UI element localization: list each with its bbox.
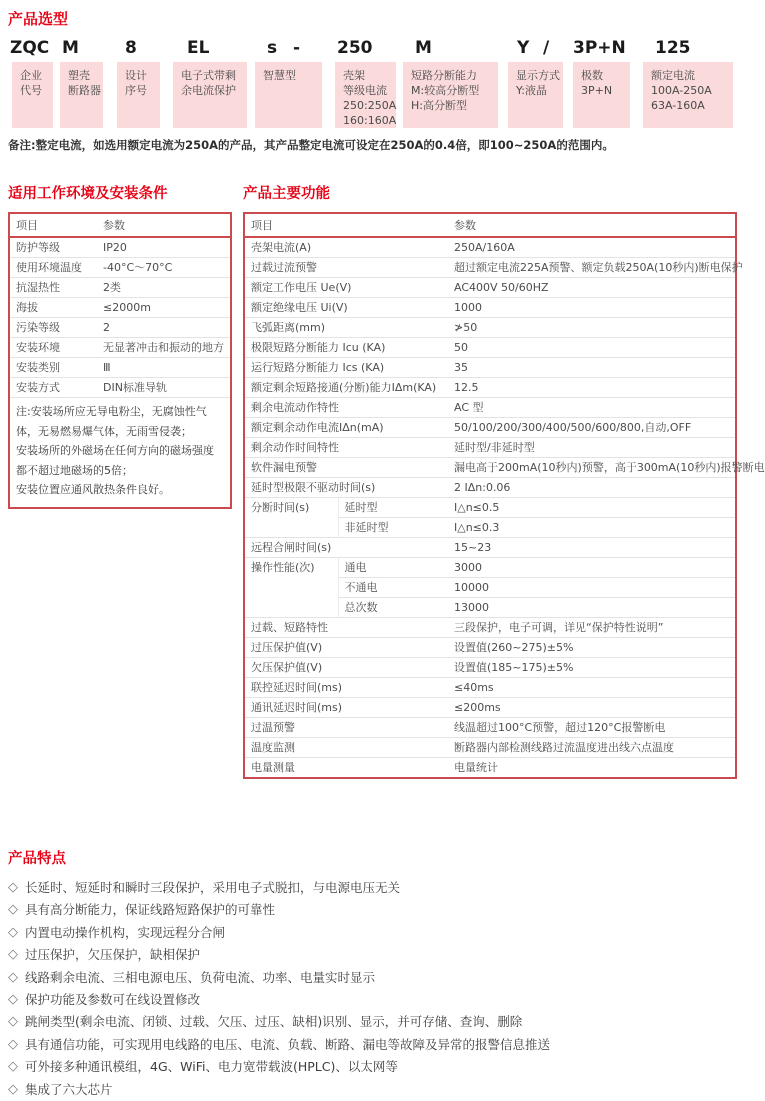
code-legend-line: 企业 [20,69,42,82]
item-label: 安装环境 [9,338,97,358]
item-value: 50 [448,338,736,358]
code-legend-line: Y:液晶 [516,84,547,97]
item-value: I△n≤0.5 [448,498,736,518]
selection-section-title: 产品选型 [8,10,69,28]
item-sublabel: 不通电 [338,578,448,598]
item-value: 设置值(185~175)±5% [448,658,736,678]
table-row [9,318,231,338]
item-sublabel: 非延时型 [338,518,448,538]
product-code-segment: s [267,38,278,58]
item-label: 额定剩余短路接通(分断)能力IΔm(KA) [244,378,448,398]
code-legend-line: 断路器 [68,84,101,97]
item-value: 50/100/200/300/400/500/600/800,自动,OFF [448,418,736,438]
item-label: 使用环境温度 [9,258,97,278]
code-legend-box [643,62,733,128]
code-legend-line: 电子式带剩 [181,69,236,82]
item-value: 线温超过100°C预警，超过120°C报警断电 [448,718,736,738]
code-legend-box [335,62,396,128]
environment-note-row [9,398,231,508]
item-value: 延时型/非延时型 [448,438,736,458]
item-label: 软件漏电预警 [244,458,448,478]
item-value: AC 型 [448,398,736,418]
diamond-bullet-icon: ◇ [8,992,18,1008]
feature-item [8,1011,744,1033]
column-header: 项目 [9,213,97,237]
table-row [244,378,736,398]
item-label: 剩余动作时间特性 [244,438,448,458]
item-label: 极限短路分断能力 Icu (KA) [244,338,448,358]
item-sublabel: 总次数 [338,598,448,618]
item-value: 漏电高于200mA(10秒内)预警，高于300mA(10秒内)报警断电 [448,458,736,478]
table-row [9,338,231,358]
table-row [244,438,736,458]
item-value: 三段保护，电子可调，详见“保护特性说明” [448,618,736,638]
code-legend-line: 壳架 [343,69,365,82]
diamond-bullet-icon: ◇ [8,902,18,918]
item-value: 2类 [97,278,231,298]
code-legend-line: 代号 [20,84,42,97]
feature-text: 集成了六大芯片 [25,1081,113,1097]
functions-table [243,212,765,779]
feature-item [8,922,744,944]
code-legend-line: 短路分断能力 [411,69,477,82]
item-label: 防护等级 [9,237,97,258]
note-line: 安装场所的外磁场在任何方向的磁场强度都不超过地磁场的5倍； [16,444,214,477]
item-value: I△n≤0.3 [448,518,736,538]
item-value: 超过额定电流225A预警、额定负载250A(10秒内)断电保护 [448,258,736,278]
code-legend-line: 余电流保护 [181,84,236,97]
table-row [244,237,736,258]
item-label: 飞弧距离(mm) [244,318,448,338]
item-label: 分断时间(s) [244,498,338,538]
code-legend-line: 显示方式 [516,69,560,82]
item-label: 额定绝缘电压 Ui(V) [244,298,448,318]
code-legend-box [117,62,160,128]
table-row [244,678,736,698]
code-legend-line: 塑壳 [68,69,90,82]
functions-section-title: 产品主要功能 [243,186,330,202]
table-row [9,278,231,298]
item-label: 过载、短路特性 [244,618,448,638]
environment-section-title: 适用工作环境及安装条件 [8,186,168,202]
feature-text: 内置电动操作机构，实现远程分合闸 [25,924,226,940]
code-legend-line: 3P+N [581,84,613,97]
feature-list [8,877,744,1101]
environment-header-row [9,213,231,237]
product-code-segment: 125 [655,38,691,58]
table-row [244,558,736,578]
item-value: 15~23 [448,538,736,558]
item-value: 2 [97,318,231,338]
item-value: 13000 [448,598,736,618]
diamond-bullet-icon: ◇ [8,1014,18,1030]
item-sublabel: 通电 [338,558,448,578]
table-row [244,318,736,338]
code-legend-box [403,62,498,128]
product-code-segment: M [415,38,432,58]
code-legend-line: 63A-160A [651,99,705,112]
item-label: 运行短路分断能力 Ics (KA) [244,358,448,378]
item-value: IP20 [97,237,231,258]
code-legend-box [573,62,630,128]
code-legend-line: 智慧型 [263,69,296,82]
product-code-segment: EL [187,38,210,58]
item-value: 电量统计 [448,758,736,779]
code-legend-box [173,62,247,128]
feature-item [8,899,744,921]
item-value: Ⅲ [97,358,231,378]
feature-text: 跳闸类型(剩余电流、闭锁、过载、欠压、过压、缺相)识别、显示，并可存储、查询、删除 [25,1014,523,1030]
code-legend-line: H:高分断型 [411,99,467,112]
diamond-bullet-icon: ◇ [8,1036,18,1052]
table-row [244,398,736,418]
features-section [8,851,744,1101]
item-label: 额定剩余动作电流IΔn(mA) [244,418,448,438]
feature-text: 可外接多种通讯模组，4G、WiFi、电力宽带载波(HPLC)、以太网等 [25,1059,398,1075]
code-legend-line: 序号 [125,84,147,97]
column-header: 参数 [97,213,231,237]
table-row [244,358,736,378]
item-label: 延时型极限不驱动时间(s) [244,478,448,498]
item-value: 3000 [448,558,736,578]
environment-section [8,186,232,509]
code-legend-box [508,62,563,128]
item-label: 安装类别 [9,358,97,378]
item-label: 欠压保护值(V) [244,658,448,678]
table-row [244,258,736,278]
item-label: 操作性能(次) [244,558,338,618]
environment-note [9,398,231,508]
diamond-bullet-icon: ◇ [8,969,18,985]
item-value: AC400V 50/60HZ [448,278,736,298]
item-value: ≤200ms [448,698,736,718]
item-value: DIN标准导轨 [97,378,231,398]
table-row [244,758,736,779]
feature-item [8,989,744,1011]
table-row [9,378,231,398]
column-header: 参数 [448,213,736,237]
table-row [9,358,231,378]
item-label: 过温预警 [244,718,448,738]
item-value: ≤2000m [97,298,231,318]
item-label: 通讯延迟时间(ms) [244,698,448,718]
table-row [244,478,736,498]
note-line: 安装位置应通风散热条件良好。 [16,483,170,496]
diamond-bullet-icon: ◇ [8,924,18,940]
item-label: 剩余电流动作特性 [244,398,448,418]
code-legend-box [255,62,322,128]
item-value: 1000 [448,298,736,318]
table-row [244,538,736,558]
item-value: ≯50 [448,318,736,338]
item-value: 2 IΔn:0.06 [448,478,736,498]
features-section-title: 产品特点 [8,851,66,867]
table-row [244,718,736,738]
functions-header-row [244,213,736,237]
item-label: 壳架电流(A) [244,237,448,258]
environment-table [8,212,232,509]
item-label: 安装方式 [9,378,97,398]
item-label: 过载过流预警 [244,258,448,278]
item-value: -40°C～70°C [97,258,231,278]
product-code-segment: 250 [337,38,373,58]
table-row [244,698,736,718]
column-header: 项目 [244,213,448,237]
code-legend-line: M:较高分断型 [411,84,480,97]
note-line: 注:安装场所应无导电粉尘，无腐蚀性气体，无易燃易爆气体，无雨雪侵袭； [16,405,207,438]
feature-item [8,877,744,899]
product-code-segment: 8 [125,38,137,58]
diamond-bullet-icon: ◇ [8,1059,18,1075]
table-row [244,418,736,438]
selection-remark: 备注:整定电流，如选用额定电流为250A的产品，其产品整定电流可设定在250A的0.4倍，即100~250A的范围内。 [8,138,614,152]
item-label: 过压保护值(V) [244,638,448,658]
product-code-segment: 3P+N [573,38,626,58]
table-row [244,278,736,298]
table-row [244,658,736,678]
item-value: 断路器内部检测线路过流温度进出线六点温度 [448,738,736,758]
table-row [244,498,736,518]
code-legend-line: 100A-250A [651,84,712,97]
diamond-bullet-icon: ◇ [8,1081,18,1097]
feature-item [8,1034,744,1056]
product-code-separator: / [543,38,550,58]
table-row [244,458,736,478]
product-code-segment: M [62,38,79,58]
table-row [9,237,231,258]
feature-text: 保护功能及参数可在线设置修改 [25,992,201,1008]
item-label: 海拔 [9,298,97,318]
table-row [244,738,736,758]
item-value: 10000 [448,578,736,598]
item-label: 额定工作电压 Ue(V) [244,278,448,298]
item-label: 联控延迟时间(ms) [244,678,448,698]
feature-text: 长延时、短延时和瞬时三段保护，采用电子式脱扣，与电源电压无关 [25,880,401,895]
feature-item [8,1056,744,1078]
feature-text: 过压保护，欠压保护，缺相保护 [25,947,201,963]
code-legend-row [0,62,750,128]
table-row [244,338,736,358]
diamond-bullet-icon: ◇ [8,947,18,963]
item-label: 污染等级 [9,318,97,338]
product-code-segment: ZQC [10,38,50,58]
feature-item [8,1079,744,1101]
item-value: 无显著冲击和振动的地方 [97,338,231,358]
code-legend-line: 等级电流 [343,84,387,97]
item-value: 设置值(260~275)±5% [448,638,736,658]
item-value: ≤40ms [448,678,736,698]
product-code-separator: - [293,38,301,58]
item-sublabel: 延时型 [338,498,448,518]
code-legend-line: 额定电流 [651,69,695,82]
feature-item [8,967,744,989]
feature-text: 线路剩余电流、三相电源电压、负荷电流、功率、电量实时显示 [25,969,376,985]
code-legend-box [12,62,53,128]
code-legend-line: 250:250A [343,99,397,112]
item-label: 远程合闸时间(s) [244,538,448,558]
code-legend-line: 160:160A [343,114,397,127]
item-value: 35 [448,358,736,378]
table-row [9,298,231,318]
table-row [244,298,736,318]
table-row [244,618,736,638]
feature-item [8,944,744,966]
item-label: 电量测量 [244,758,448,779]
feature-text: 具有通信功能，可实现用电线路的电压、电流、负载、断路、漏电等故障及异常的报警信息推送 [25,1036,551,1052]
feature-text: 具有高分断能力，保证线路短路保护的可靠性 [25,902,276,918]
code-legend-line: 极数 [581,69,603,82]
table-row [244,638,736,658]
table-row [9,258,231,278]
code-legend-line: 设计 [125,69,147,82]
code-legend-box [60,62,103,128]
item-value: 12.5 [448,378,736,398]
diamond-bullet-icon: ◇ [8,880,18,895]
product-code-row [0,38,750,58]
functions-section [243,186,765,779]
item-value: 250A/160A [448,237,736,258]
item-label: 抗湿热性 [9,278,97,298]
item-label: 温度监测 [244,738,448,758]
product-code-segment: Y [517,38,530,58]
